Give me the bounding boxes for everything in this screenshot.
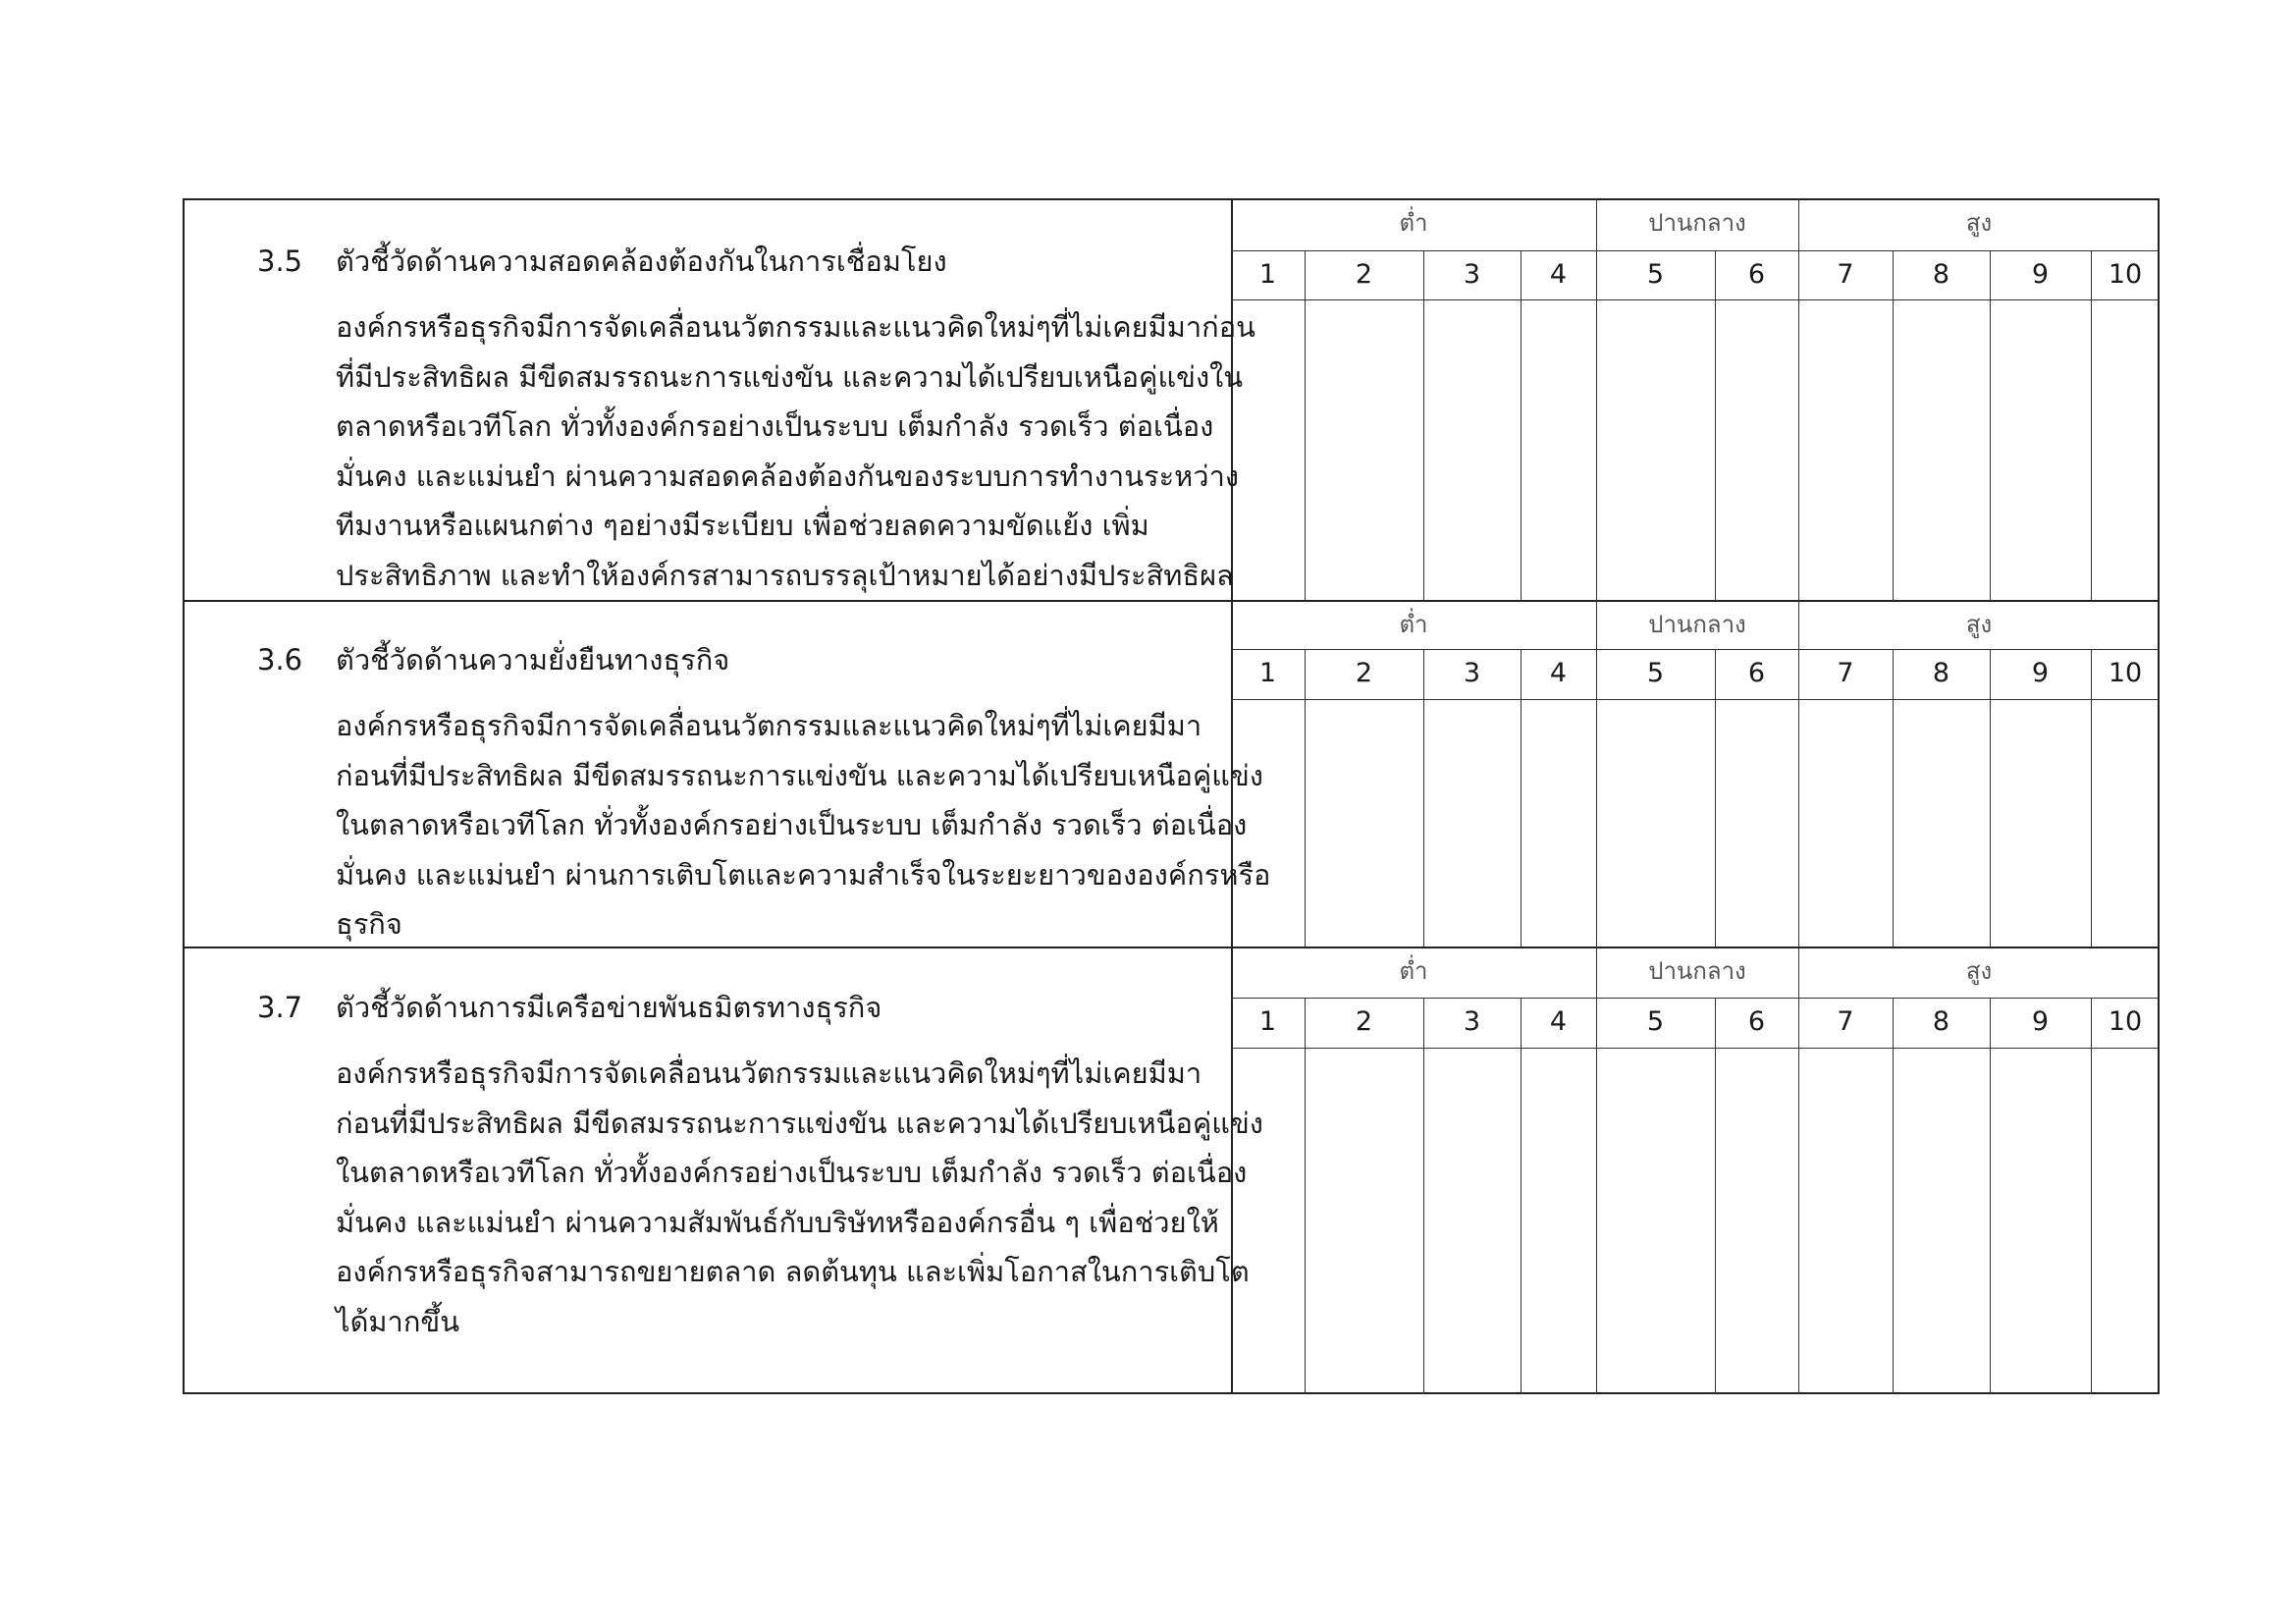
score-label: 9 (2031, 259, 2050, 290)
description-line: องค์กรหรือธุรกิจสามารถขยายตลาด ลดต้นทุน และเพิ่มโอกาสในการเติบโต (336, 1255, 1250, 1288)
band-separator (1596, 198, 1597, 600)
band-high-label: สูง (1965, 209, 1993, 237)
description-line: มั่นคง และแม่นยำ ผ่านการเติบโตและความสำเร็จในระยะยาวขององค์กรหรือ (336, 857, 1271, 892)
indicator-number: 3.5 (257, 244, 303, 278)
score-column-separator (2091, 250, 2092, 600)
score-label: 8 (1932, 1006, 1950, 1037)
score-label: 5 (1646, 658, 1665, 688)
indicator-title: ตัวชี้วัดด้านการมีเครือข่ายพันธมิตรทางธุรกิจ (336, 991, 882, 1024)
score-label: 10 (2108, 259, 2143, 290)
band-row-line (1231, 250, 2160, 251)
score-label: 9 (2031, 658, 2050, 688)
score-column-separator (1521, 998, 1522, 1394)
score-label: 1 (1258, 259, 1277, 290)
score-label: 4 (1549, 259, 1568, 290)
score-label: 2 (1355, 259, 1373, 290)
score-column-separator (1423, 998, 1424, 1394)
score-label: 7 (1837, 259, 1854, 290)
indicator-number: 3.6 (257, 643, 303, 677)
indicator-number: 3.7 (257, 991, 303, 1024)
score-column-separator (1715, 998, 1716, 1394)
band-low-label: ต่ำ (1399, 209, 1428, 237)
description-line: ก่อนที่มีประสิทธิผล มีขีดสมรรถนะการแข่งขัน และความได้เปรียบเหนือคู่แข่ง (336, 1106, 1263, 1140)
score-label: 9 (2031, 1006, 2050, 1037)
band-separator (1798, 198, 1799, 600)
score-column-separator (1990, 250, 1991, 600)
score-column-separator (1893, 649, 1894, 947)
score-label: 5 (1646, 1006, 1665, 1037)
score-column-separator (2091, 998, 2092, 1394)
score-label: 10 (2108, 658, 2143, 688)
band-low-label: ต่ำ (1399, 611, 1428, 638)
band-mid-label: ปานกลาง (1648, 957, 1746, 985)
description-line: ก่อนที่มีประสิทธิผล มีขีดสมรรถนะการแข่งขัน และความได้เปรียบเหนือคู่แข่ง (336, 758, 1263, 792)
score-label: 5 (1646, 259, 1665, 290)
score-row-line (1231, 299, 2160, 300)
score-label: 6 (1747, 259, 1766, 290)
score-label: 2 (1355, 658, 1373, 688)
score-column-separator (1423, 250, 1424, 600)
band-row-line (1231, 649, 2160, 650)
band-mid-label: ปานกลาง (1648, 209, 1746, 237)
score-column-separator (1305, 250, 1306, 600)
score-label: 3 (1463, 658, 1481, 688)
description-line: ธุรกิจ (336, 907, 402, 941)
band-mid-label: ปานกลาง (1648, 611, 1746, 638)
score-label: 1 (1258, 1006, 1277, 1037)
score-label: 2 (1355, 1006, 1373, 1037)
description-line: ทีมงานหรือแผนกต่าง ๆอย่างมีระเบียบ เพื่อช่วยลดความขัดแย้ง เพิ่ม (336, 509, 1149, 542)
band-row-line (1231, 998, 2160, 999)
score-label: 7 (1837, 1006, 1854, 1037)
band-separator (1798, 600, 1799, 947)
section-divider (183, 600, 2160, 602)
indicator-description (336, 1049, 1263, 1346)
score-label: 1 (1258, 658, 1277, 688)
band-high-label: สูง (1965, 957, 1993, 985)
description-line: มั่นคง และแม่นยำ ผ่านความสอดคล้องต้องกันของระบบการทำงานระหว่าง (336, 459, 1240, 493)
score-label: 3 (1463, 1006, 1481, 1037)
description-line: ประสิทธิภาพ และทำให้องค์กรสามารถบรรลุเป้าหมายได้อย่างมีประสิทธิผล (336, 558, 1234, 592)
indicator-description (336, 302, 1255, 600)
score-column-separator (2091, 649, 2092, 947)
score-column-separator (1893, 998, 1894, 1394)
description-line: ในตลาดหรือเวทีโลก ทั่วทั้งองค์กรอย่างเป็นระบบ เต็มกำลัง รวดเร็ว ต่อเนื่อง (336, 808, 1248, 841)
description-line: ได้มากขึ้น (336, 1304, 460, 1338)
description-line: องค์กรหรือธุรกิจมีการจัดเคลื่อนนวัตกรรมและแนวคิดใหม่ๆที่ไม่เคยมีมา (336, 1056, 1202, 1090)
score-label: 6 (1747, 1006, 1766, 1037)
score-label: 6 (1747, 658, 1766, 688)
score-column-separator (1305, 649, 1306, 947)
description-line: องค์กรหรือธุรกิจมีการจัดเคลื่อนนวัตกรรมและแนวคิดใหม่ๆที่ไม่เคยมีมา (336, 709, 1202, 742)
band-high-label: สูง (1965, 611, 1993, 638)
band-separator (1596, 600, 1597, 947)
band-low-label: ต่ำ (1399, 957, 1428, 985)
score-label: 3 (1463, 259, 1481, 290)
indicator-title: ตัวชี้วัดด้านความสอดคล้องต้องกันในการเชื่อมโยง (336, 244, 947, 278)
score-column-separator (1990, 998, 1991, 1394)
description-line: องค์กรหรือธุรกิจมีการจัดเคลื่อนนวัตกรรมและแนวคิดใหม่ๆที่ไม่เคยมีมาก่อน (336, 310, 1255, 344)
score-column-separator (1423, 649, 1424, 947)
indicator-description (336, 701, 1271, 949)
score-label: 10 (2108, 1006, 2143, 1037)
text-rating-divider (1231, 198, 1233, 600)
score-column-separator (1521, 250, 1522, 600)
score-label: 8 (1932, 259, 1950, 290)
description-line: ที่มีประสิทธิผล มีขีดสมรรถนะการแข่งขัน และความได้เปรียบเหนือคู่แข่งใน (336, 359, 1244, 394)
score-row-line (1231, 1048, 2160, 1049)
score-column-separator (1715, 250, 1716, 600)
description-line: ในตลาดหรือเวทีโลก ทั่วทั้งองค์กรอย่างเป็นระบบ เต็มกำลัง รวดเร็ว ต่อเนื่อง (336, 1156, 1248, 1189)
score-label: 8 (1932, 658, 1950, 688)
score-column-separator (1990, 649, 1991, 947)
score-column-separator (1305, 998, 1306, 1394)
indicator-title: ตัวชี้วัดด้านความยั่งยืนทางธุรกิจ (336, 643, 730, 677)
description-line: มั่นคง และแม่นยำ ผ่านความสัมพันธ์กับบริษัทหรือองค์กรอื่น ๆ เพื่อช่วยให้ (336, 1205, 1219, 1239)
description-line: ตลาดหรือเวทีโลก ทั่วทั้งองค์กรอย่างเป็นระบบ เต็มกำลัง รวดเร็ว ต่อเนื่อง (336, 409, 1214, 443)
score-column-separator (1521, 649, 1522, 947)
score-label: 7 (1837, 658, 1854, 688)
score-column-separator (1893, 250, 1894, 600)
score-label: 4 (1549, 1006, 1568, 1037)
score-row-line (1231, 699, 2160, 700)
score-label: 4 (1549, 658, 1568, 688)
score-column-separator (1715, 649, 1716, 947)
